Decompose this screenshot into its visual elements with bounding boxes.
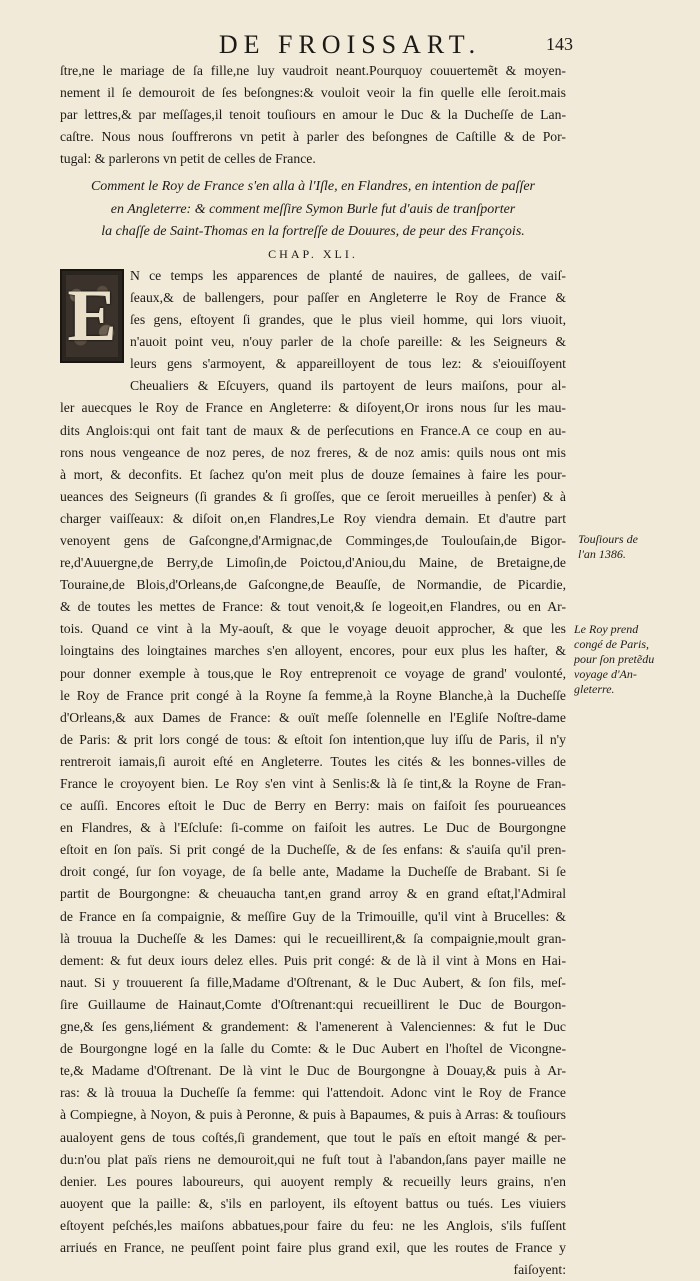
- text-line: partit de Bourgongne: & cheuaucha tant,en grand arroy & en grand eſtat,l'Admiral: [60, 886, 566, 902]
- catchword: faiſoyent:: [513, 1262, 566, 1278]
- text-line: ſtre,ne le mariage de ſa fille,ne luy vaudroit neant.Pourquoy couuertemẽt & moyen-: [60, 63, 566, 78]
- text-line: gne,& ſes gens,liément & grandement: & l'amenerent à Valenciennes: & fut le Duc: [60, 1019, 566, 1035]
- text-line: ſire Guillaume de Hainaut,Comte d'Oſtrenant:qui recueillirent le Duc de Bourgon-: [60, 996, 566, 1012]
- text-line: venoyent gens de Gaſcongne,d'Armignac,de Comminges,de Toulouſain,de Bigor-: [60, 532, 566, 548]
- text-line: nement il ſe demouroit de ſes beſongnes:& vouloit veoir la fin quelle elle ſeroit.mais: [60, 85, 566, 101]
- text-line: là trouua la Ducheſſe & les Dames: qui le recueillirent,& ſa compaignie,moult gran-: [60, 930, 566, 946]
- margin-note-line: pour ſon pretẽdu: [574, 652, 655, 666]
- text-line: dits Anglois:qui ont fait tant de maux & de perſecutions en France.A ce coup en au-: [60, 422, 566, 438]
- text-line: rentreroit iamais,ſi auroit eſté en Angleterre. Toutes les cités & les bonnes-villes de: [60, 753, 566, 769]
- decorated-initial-icon: [60, 269, 124, 363]
- text-line: ras: & là trouua la Ducheſſe ſa femme: qui l'attendoit. Adonc vint le Roy de France: [60, 1085, 566, 1101]
- text-line: à Compiegne, à Noyon, & puis à Peronne, & puis à Bapaumes, & puis à Arras: & touſiours: [60, 1107, 566, 1123]
- text-line: & de toutes les mettes de France: & tout venoit,& ſe logeoit,en Flandres, ou en Ar-: [60, 599, 566, 615]
- chapter-number: CHAP. XLI.: [268, 246, 358, 261]
- drop-cap-lines: [130, 265, 566, 398]
- text-line: caſtre. Nous nous ſouffrerons vn petit à parler des beſongnes de Caſtille & de Por-: [60, 129, 566, 145]
- margin-note-line: Touſiours de: [578, 532, 638, 546]
- page-number: 143: [546, 34, 573, 54]
- text-line: dement: & fut deux iours delez elles. Puis prit congé: & de là il vint à Mons en Hai-: [60, 952, 566, 968]
- text-line: denier. Les poures laboureurs, qui auoyent remply & recueilly leurs grains, n'en: [60, 1173, 566, 1189]
- text-line: à mort, & deconfits. Et ſachez qu'on meit plus de douze ſemaines à faire les pour-: [60, 466, 566, 482]
- text-line: te,& Madame d'Oſtrenant. De là vint le Duc de Bourgongne à Douay,& puis à Ar-: [60, 1063, 566, 1079]
- text-line: eſtoit en ſon païs. Si prit congé de la Ducheſſe, & de ſes enfans: & s'auiſa qu'il pren-: [60, 842, 566, 858]
- chapter-heading-line: Comment le Roy de France s'en alla à l'Iſle, en Flandres, en intention de paſſer: [90, 179, 536, 195]
- text-line: de France en ſa compaignie, & meſſire Guy de la Trimouille, qu'il vint à Brucelles: &: [60, 908, 566, 924]
- running-title: DE FROISSART.: [218, 30, 482, 59]
- text-line: pour donner exemple à tous,que le Roy entreprenoit ce voyage de grand' voulonté,: [60, 665, 566, 681]
- text-line: eſtoyent peſchés,les maiſons abbatues,pour faire du feu: ne les Anglois, s'ils fuſſent: [60, 1217, 566, 1233]
- text-line: ſes gens, eſtoyent ſi grandes, que le plus vieil homme, qui lors viuoit,: [130, 312, 566, 328]
- text-line: n'auoit point veu, n'ouy parler de la choſe pareille: & les Seigneurs &: [130, 334, 566, 350]
- text-line: tois. Quand ce vint à la My-aouſt, & que le voyage deuoit approcher, & que les: [60, 621, 566, 637]
- margin-note-line: gleterre.: [574, 682, 615, 696]
- margin-note-date: [578, 532, 688, 562]
- text-line: de Paris: & prit lors congé de tous: & eſtoit ſon intention,que luy iſſu de Paris, il n'y: [60, 731, 566, 747]
- text-line: du:n'ou plat païs riens ne demouroit,qui ne fuſt tout à l'abandon,ſans payer maille ne: [60, 1151, 566, 1167]
- chapter-heading-line: la chaſſe de Saint-Thomas en la fortreſſe de Douures, de peur des François.: [101, 223, 525, 239]
- text-line: loingtains des loingtaines marches s'en alloyent, encores, pour eux plus les haſter, &: [60, 643, 566, 659]
- text-line: ce auſſi. Encores eſtoit le Duc de Berry en Berry: mais on faiſoit ſes pourueances: [60, 798, 566, 814]
- margin-note-line: congé de Paris,: [574, 637, 649, 651]
- margin-note-line: voyage d'An-: [574, 667, 637, 681]
- text-line: auoyent que la paille: &, s'ils en parloyent, ils eſtoyent battus ou tués. Les viuiers: [60, 1195, 566, 1211]
- text-line: en Flandres, & à l'Eſcluſe: ſi-comme on faiſoit les autres. Le Duc de Bourgongne: [60, 820, 566, 836]
- chapter-heading-line: en Angleterre: & comment meſſire Symon Burle fut d'auis de tranſporter: [110, 201, 516, 217]
- margin-note-line: l'an 1386.: [578, 547, 626, 561]
- initial-letter: E: [67, 274, 117, 357]
- text-line: naut. Si y trouuerent ſa fille,Madame d'Oſtrenant, & le Duc Aubert, & ſon fils, meſ-: [60, 974, 566, 990]
- text-line: charger vaiſſeaux: & diſoit on,en Flandres,Le Roy viendra demain. Et d'autre part: [60, 510, 566, 526]
- body-text: [60, 397, 566, 1259]
- text-line: Cheualiers & Eſcuyers, quand ils partoyent de leurs maiſons, pour al-: [130, 378, 566, 394]
- text-line: ſeaux,& de ballengers, pour paſſer en Angleterre le Roy de France &: [130, 289, 566, 305]
- text-line: aualoyent gens de tous coſtés,ſi grandement, que tout le païs en eſtoit mangé & per-: [60, 1129, 566, 1145]
- text-line: Touraine,de Blois,d'Orleans,de Gaſcongne,de Beauſſe, de Normandie, de Picardie,: [60, 577, 566, 593]
- text-line: leurs gens s'armoyent, & appareilloyent de tous lez: & s'eiouiſſoyent: [130, 356, 566, 372]
- text-line: ueances des Seigneurs (ſi grandes & ſi groſſes, que ce ſeroit merueilles à penſer) & à: [60, 488, 566, 504]
- opening-paragraph: [60, 265, 566, 398]
- margin-note-departure: [574, 622, 684, 697]
- text-block: [60, 60, 566, 1281]
- text-line: tugal: & parlerons vn petit de celles de France.: [60, 151, 316, 167]
- text-line: par lettres,& par meſſages,il tenoit touſiours en amour le Duc & la Ducheſſe de Lan-: [60, 107, 566, 123]
- margin-note-line: Le Roy prend: [574, 622, 639, 636]
- text-line: de Bourgongne logé en la ſalle du Comte: & le Duc Aubert en l'hoſtel de Vicongne-: [60, 1041, 566, 1057]
- text-line: re,d'Auuergne,de Berry,de Limoſin,de Poictou,d'Aniou,du Maine, de Bretaigne,de: [60, 555, 566, 571]
- text-line: d'Orleans,& aux Dames de France: & ouït meſſe ſolennelle en l'Egliſe Noſtre-dame: [60, 709, 566, 725]
- text-line: droit congé, ſur ſon voyage, de ſa belle ante, Madame la Ducheſſe de Brabant. Si ſe: [60, 864, 566, 880]
- text-line: France le croyoyent bien. Le Roy s'en vint à Senlis:& là ſe tint,& la Royne de Fran-: [60, 776, 566, 791]
- text-line: arriués en France, ne peuſſent point faire plus grand exil, que les routes de France y: [60, 1239, 566, 1255]
- text-line: ler auecques le Roy de France en Angleterre: & diſoyent,Or irons nous ſur les mau-: [60, 400, 566, 416]
- text-line: rons nous vengeance de noz peres, de noz freres, & de noz amis: quils nous ont mis: [60, 444, 566, 460]
- text-line: le Roy de France prit congé à la Royne ſa femme,à la Royne Blanche,à la Ducheſſe: [60, 687, 566, 703]
- text-line: N ce temps les apparences de planté de nauires, de gallees, de vaiſ-: [130, 267, 566, 283]
